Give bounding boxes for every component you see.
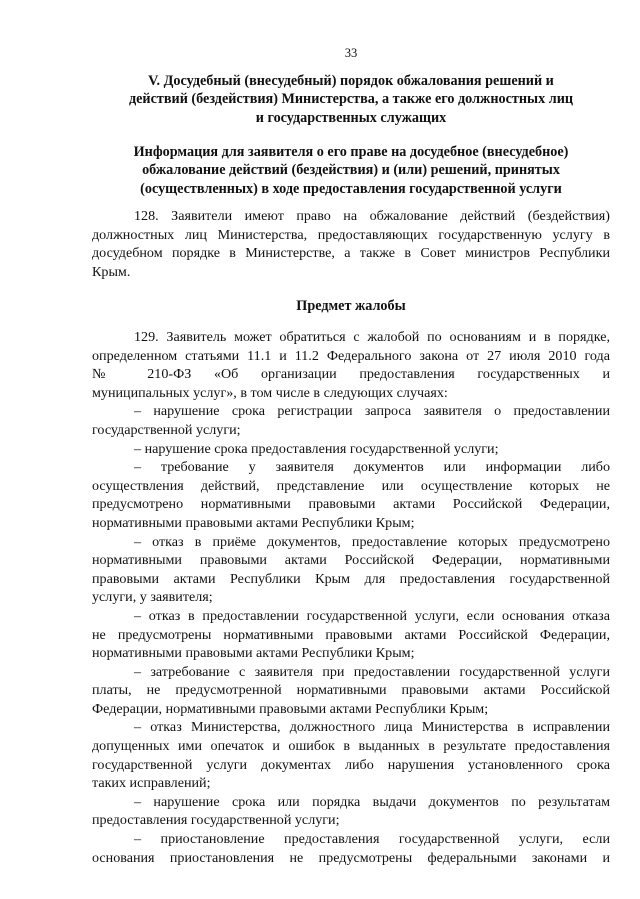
paragraph-line: муниципальных услуг», в том числе в следующих случаях: bbox=[92, 384, 448, 401]
list-item-line: – отказ в предоставлении государственной услуги, если основания отказа bbox=[134, 607, 610, 624]
subject-heading bbox=[92, 297, 610, 315]
list-item-line: – отказ в приёме документов, предоставление которых предусмотрено bbox=[134, 533, 610, 550]
page-number: 33 bbox=[344, 46, 358, 60]
paragraph-line: определенном статьями 11.1 и 11.2 Федерального закона от 27 июля 2010 года bbox=[92, 347, 610, 364]
list-item-line: – нарушение срока или порядка выдачи документов по результатам bbox=[134, 793, 610, 810]
paragraph-line: 129. Заявитель может обратиться с жалобой по основаниям и в порядке, bbox=[134, 329, 610, 345]
paragraph-128 bbox=[92, 207, 610, 281]
list-item-line: нормативными правовыми актами Республики Крым; bbox=[92, 514, 415, 531]
paragraph-line: 128. Заявители имеют право на обжалование действий (бездействия) bbox=[134, 208, 610, 224]
list-item-line: услуги, у заявителя; bbox=[92, 589, 213, 606]
list-item-line: предоставления государственной услуги; bbox=[92, 812, 340, 829]
info-heading-line: Информация для заявителя о его праве на досудебное (внесудебное) bbox=[133, 144, 569, 160]
list-item-line: осуществления действий, представление или осуществление которых не bbox=[92, 477, 610, 494]
list-item-line: предусмотрено нормативными правовыми актами Российской Федерации, bbox=[92, 496, 610, 513]
list-item-line: основания приостановления не предусмотрены федеральными законами и bbox=[92, 849, 610, 866]
list-item-line: – затребование с заявителя при предоставлении государственной услуги bbox=[134, 663, 610, 680]
list-item-line: – нарушение срока предоставления государственной услуги; bbox=[134, 440, 499, 457]
info-heading-line: (осуществленных) в ходе предоставления государственной услуги bbox=[140, 180, 562, 197]
section-title-line: действий (бездействия) Министерства, а также его должностных лиц bbox=[128, 91, 574, 108]
paragraph-line: Крым. bbox=[92, 263, 131, 280]
list-item-line: допущенных ими опечаток и ошибок в выданных в результате предоставления bbox=[92, 738, 610, 755]
list-item-line: правовыми актами Республики Крым для предоставления государственной bbox=[92, 570, 610, 587]
list-item-line: – нарушение срока регистрации запроса заявителя о предоставлении bbox=[134, 403, 610, 420]
paragraph-line: досудебном порядке в Министерстве, а также в Совет министров Республики bbox=[92, 245, 610, 262]
list-item-line: государственной услуги; bbox=[92, 421, 241, 438]
list-item-line: – приостановление предоставления государственной услуги, если bbox=[134, 831, 610, 848]
list-item-line: – отказ Министерства, должностного лица Министерства в исправлении bbox=[134, 719, 610, 736]
list-item-line: нормативными правовыми актами Республики Крым; bbox=[92, 645, 415, 662]
section-title-line: и государственных служащих bbox=[255, 109, 447, 126]
list-item-line: государственной услуги документах либо нарушения установленного срока bbox=[92, 756, 610, 773]
info-heading bbox=[92, 143, 610, 198]
list-item-line: Федерации, нормативными правовыми актами Республики Крым; bbox=[92, 700, 489, 717]
section-title bbox=[92, 72, 610, 127]
list-item-line: платы, не предусмотренной нормативными правовыми актами Российской bbox=[92, 682, 610, 699]
paragraph-line: № 210-ФЗ «Об организации предоставления государственных и bbox=[92, 366, 610, 383]
section-title-line: V. Досудебный (внесудебный) порядок обжалования решений и bbox=[148, 73, 554, 89]
list-item-line: таких исправлений; bbox=[92, 775, 211, 792]
subject-heading-line: Предмет жалобы bbox=[296, 298, 406, 314]
list-item-line: – требование у заявителя документов или информации либо bbox=[134, 459, 610, 476]
list-item-line: не предусмотрены нормативными правовыми актами Российской Федерации, bbox=[92, 626, 610, 643]
paragraph-line: должностных лиц Министерства, предоставляющих государственную услугу в bbox=[92, 226, 610, 243]
paragraph-129 bbox=[92, 328, 610, 867]
list-item-line: нормативными правовыми актами Российской Федерации, нормативными bbox=[92, 552, 610, 569]
info-heading-line: обжалование действий (бездействия) и (или) решений, принятых bbox=[142, 162, 560, 179]
